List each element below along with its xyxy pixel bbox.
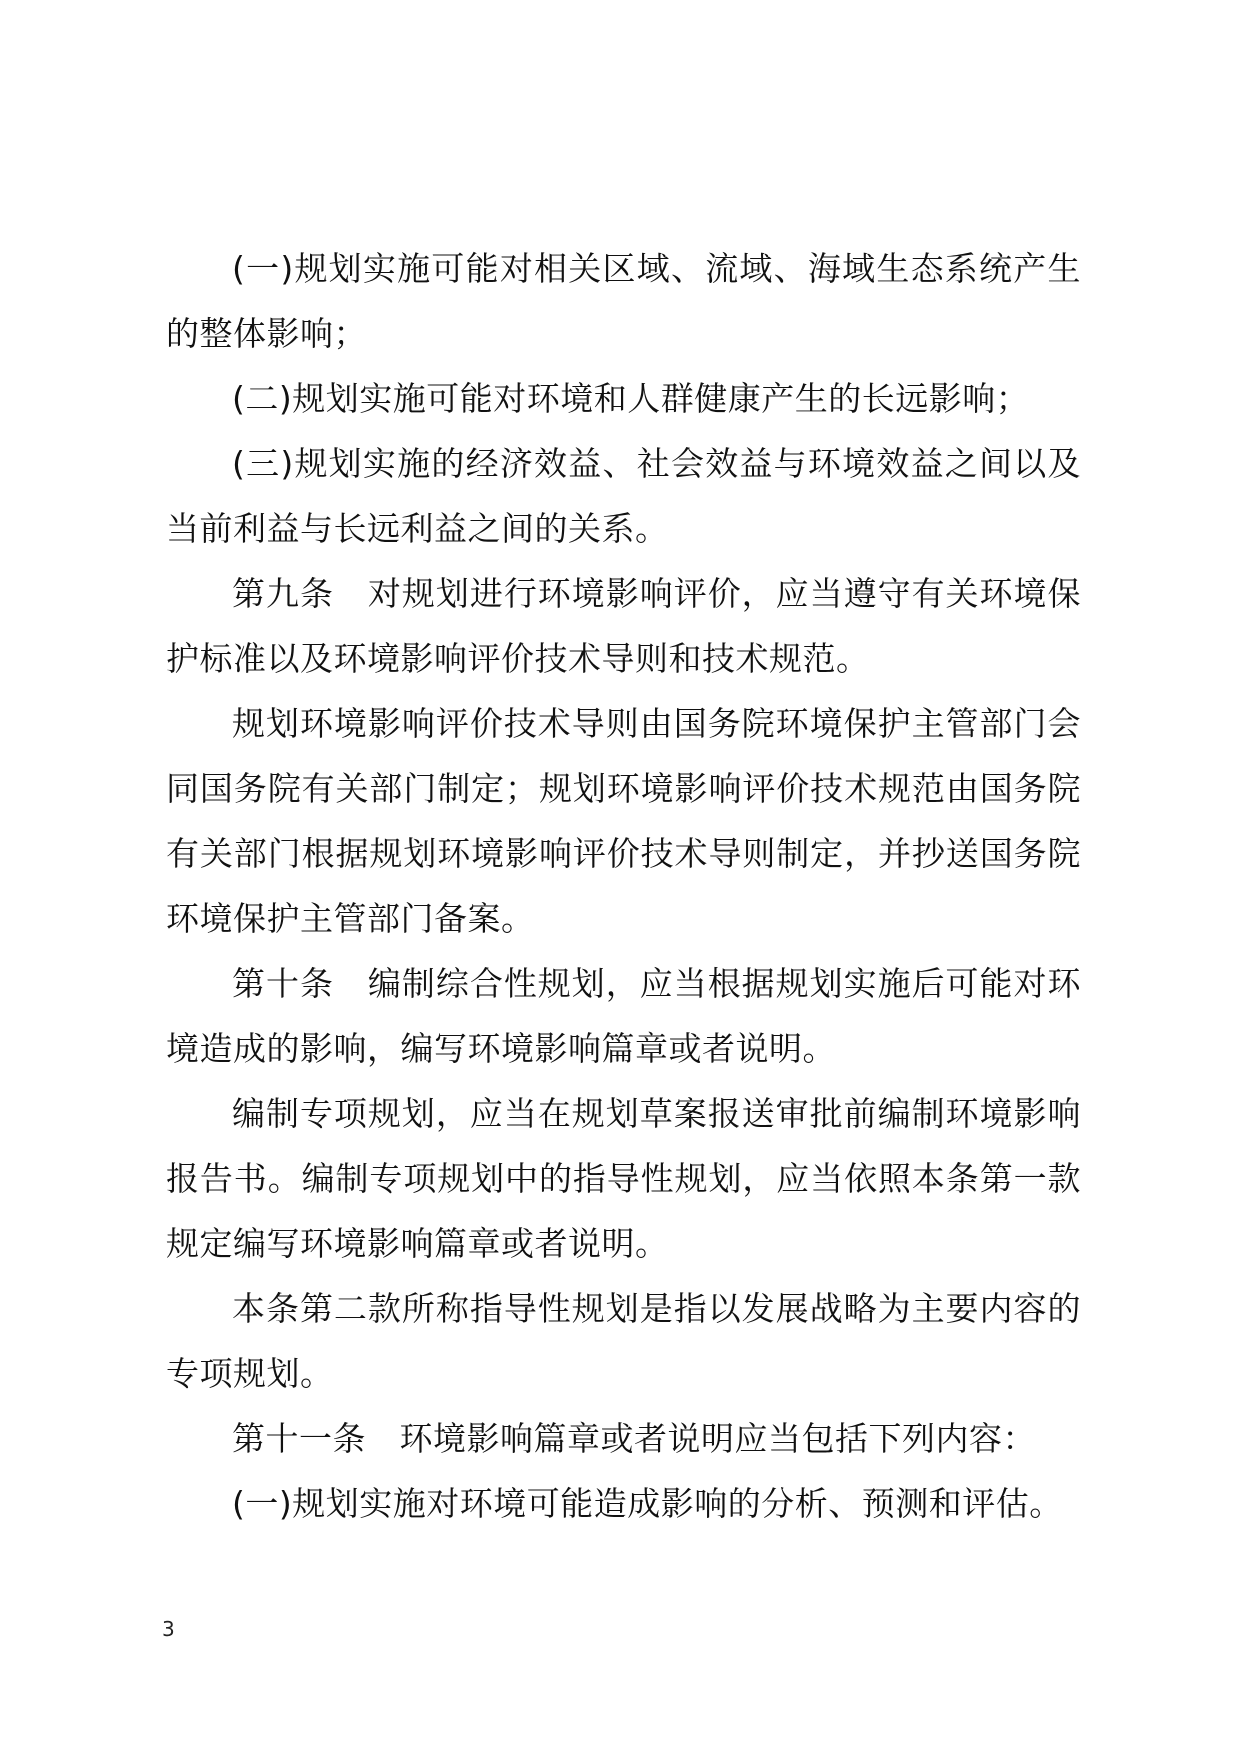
paragraph-technical-guidelines: 规划环境影响评价技术导则由国务院环境保护主管部门会同国务院有关部门制定；规划环境影响评价技术规范由国务院有关部门根据规划环境影响评价技术导则制定，并抄送国务院环境保护主管部门备案。 (166, 704, 1081, 938)
paragraph-impact-health: (二)规划实施可能对环境和人群健康产生的长远影响； (232, 379, 1030, 418)
paragraph-impact-analysis: (一)规划实施对环境可能造成影响的分析、预测和评估。 (232, 1484, 1063, 1523)
document-body (166, 236, 1081, 1536)
paragraph-special-planning: 编制专项规划，应当在规划草案报送审批前编制环境影响报告书。编制专项规划中的指导性规划，应当依照本条第一款规定编写环境影响篇章或者说明。 (166, 1094, 1081, 1263)
paragraph-article-10: 第十条 编制综合性规划，应当根据规划实施后可能对环境造成的影响，编写环境影响篇章或者说明。 (166, 964, 1081, 1068)
paragraph-impact-ecosystem: (一)规划实施可能对相关区域、流域、海域生态系统产生的整体影响； (166, 249, 1081, 353)
paragraph-article-9: 第九条 对规划进行环境影响评价，应当遵守有关环境保护标准以及环境影响评价技术导则和技术规范。 (166, 574, 1081, 678)
paragraph-article-11: 第十一条 环境影响篇章或者说明应当包括下列内容： (232, 1419, 1036, 1458)
page-number: 3 (162, 1617, 175, 1641)
paragraph-benefits-relationship: (三)规划实施的经济效益、社会效益与环境效益之间以及当前利益与长远利益之间的关系。 (166, 444, 1081, 548)
paragraph-guiding-planning-definition: 本条第二款所称指导性规划是指以发展战略为主要内容的专项规划。 (166, 1289, 1081, 1393)
